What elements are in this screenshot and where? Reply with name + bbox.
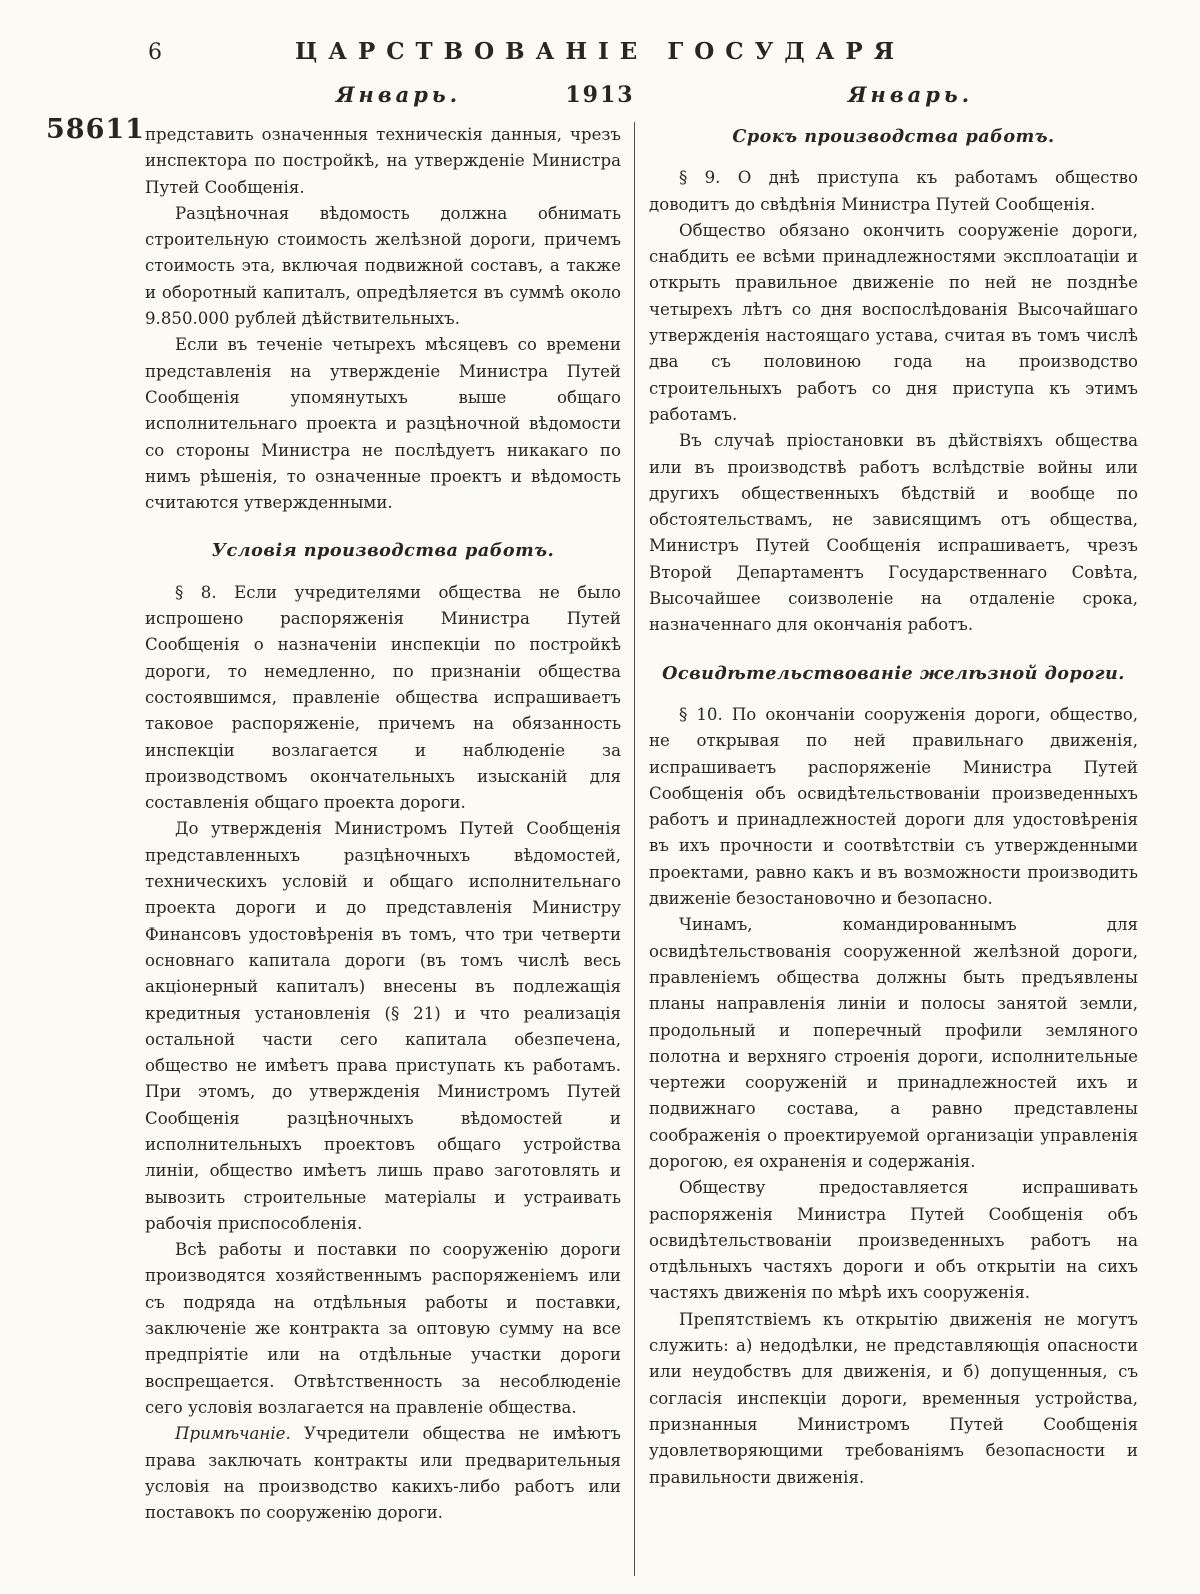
- month-label-left: Январь.: [336, 82, 462, 107]
- paragraph-section-10: § 10. По окончаніи сооруженія дороги, общество, не открывая по ней правильнаго движенія, испрашиваетъ распоряженіе Министра Путей Сообщенія объ освидѣтельствованіи произведенныхъ работъ и принадлежностей дороги для удостовѣренія въ ихъ прочности и соотвѣтствіи съ утвержденными проектами, равно какъ и въ возможности производить движеніе безостановочно и безопасно.: [649, 704, 1138, 909]
- paragraph: Въ случаѣ пріостановки въ дѣйствіяхъ общества или въ производствѣ работъ вслѣдствіе войны или другихъ общественныхъ бѣдствій и вообще по обстоятельствамъ, не зависящимъ отъ общества, Министръ Путей Сообщенія испрашиваетъ, чрезъ Второй Департаментъ Государственнаго Совѣта, Высочайшее соизволеніе на отдаленіе срока, назначеннаго для окончанія работъ.: [649, 431, 1138, 635]
- text-columns: [145, 122, 1138, 1576]
- paragraph-section-8: § 8. Если учредителями общества не было испрошено распоряженія Министра Путей Сообщенія о назначеніи инспекціи по постройкѣ дороги, то немедленно, по признаніи общества состоявшимся, правленіе общества испрашиваетъ таковое распоряженіе, причемъ на обязанность инспекціи возлагается и наблюденіе за производствомъ окончательныхъ изысканій для составленія общаго проекта дороги.: [145, 582, 621, 813]
- left-column: [145, 122, 621, 1576]
- paragraph: Общество обязано окончить сооруженіе дороги, снабдить ее всѣми принадлежностями эксплоатаціи и открыть правильное движеніе по ней не позднѣе четырехъ лѣтъ со дня воспослѣдованія Высочайшаго утвержденія настоящаго устава, считая въ томъ числѣ два съ половиною года на производство строительныхъ работъ со дня приступа къ этимъ работамъ.: [649, 220, 1138, 424]
- paragraph: Разцѣночная вѣдомость должна обнимать строительную стоимость желѣзной дороги, причемъ стоимость эта, включая подвижной составъ, а также и оборотный капиталъ, опредѣляется въ суммѣ около 9.850.000 рублей дѣйствительныхъ.: [145, 203, 621, 329]
- paragraph: Препятствіемъ къ открытію движенія не могутъ служить: а) недодѣлки, не представляющія опасности или неудобствъ для движенія, и б) допущенныя, съ согласія инспекціи дороги, временныя устройства, признанныя Министромъ Путей Сообщенія удовлетворяющими требованіямъ безопасности и правильности движенія.: [649, 1309, 1138, 1487]
- section-heading: Срокъ производства работъ.: [732, 126, 1055, 147]
- page-number: 6: [148, 40, 162, 65]
- paragraph: До утвержденія Министромъ Путей Сообщенія представленныхъ разцѣночныхъ вѣдомостей, техническихъ условій и общаго исполнительнаго проекта дороги и до представленія Министру Финансовъ удостовѣренія въ томъ, что три четверти основнаго капитала дороги (въ томъ числѣ весь акціонерный капиталъ) внесены въ подлежащія кредитныя установленія (§ 21) и что реализація остальной части сего капитала обезпечена, общество не имѣетъ права приступать къ работамъ. При этомъ, до утвержденія Министромъ Путей Сообщенія разцѣночныхъ вѣдомостей и исполнительныхъ проектовъ общаго устройства линіи, общество имѣетъ лишь право заготовлять и вывозить строительные матеріалы и устраивать рабочія приспособленія.: [145, 819, 621, 1233]
- paragraph: Если въ теченіе четырехъ мѣсяцевъ со времени представленія на утвержденіе Министра Путей Сообщенія упомянутыхъ выше общаго исполнительнаго проекта и разцѣночной вѣдомости со стороны Министра не послѣдуетъ никакаго по нимъ рѣшенія, то означенные проектъ и вѣдомость считаются утвержденными.: [145, 335, 621, 513]
- note-text: Учредители общества не имѣютъ права заключать контракты или предварительныя условія на производство какихъ-либо работъ или поставокъ по сооруженію дороги.: [145, 1424, 621, 1523]
- act-number: 58611: [46, 114, 145, 145]
- section-heading: Освидѣтельствованіе желѣзной дороги.: [662, 662, 1125, 684]
- subheader-row: [0, 82, 1200, 114]
- paragraph: представить означенныя техническія данныя, чрезъ инспектора по постройкѣ, на утвержденіе Министра Путей Сообщенія.: [145, 125, 621, 197]
- note-lead-word: Примѣчаніе.: [175, 1424, 291, 1444]
- paragraph: Всѣ работы и поставки по сооруженію дороги производятся хозяйственнымъ распоряженіемъ или съ подряда на отдѣльныя работы и поставки, заключеніе же контракта за оптовую сумму на все предпріятіе или на отдѣльные участки дороги воспрещается. Отвѣтственность за несоблюденіе сего условія возлагается на правленіе общества.: [145, 1240, 621, 1417]
- paragraph-section-9: § 9. О днѣ приступа къ работамъ общество доводитъ до свѣдѣнія Министра Путей Сообщенія.: [649, 168, 1138, 214]
- right-column: [649, 122, 1138, 1576]
- year-label: 1913: [565, 82, 635, 108]
- paragraph: Обществу предоставляется испрашивать распоряженія Министра Путей Сообщенія объ освидѣтельствованіи произведенныхъ работъ на отдѣльныхъ частяхъ дороги и объ открытіи на сихъ частяхъ движенія по мѣрѣ ихъ сооруженія.: [649, 1178, 1138, 1303]
- running-title: ЦАРСТВОВАНІЕ ГОСУДАРЯ: [295, 38, 905, 65]
- column-divider-rule: [634, 122, 635, 1576]
- month-label-right: Январь.: [848, 82, 974, 107]
- paragraph: Чинамъ, командированнымъ для освидѣтельствованія сооруженной желѣзной дороги, правленіемъ общества должны быть предъявлены планы направленія линіи и полосы занятой земли, продольный и поперечный профили земляного полотна и верхняго строенія дороги, исполнительные чертежи сооруженій и принадлежностей ихъ и подвижнаго состава, а равно представлены соображенія о проектируемой организаціи управленія дорогою, ея охраненія и содержанія.: [649, 915, 1138, 1171]
- paragraph-note: [145, 1421, 621, 1526]
- section-heading: Условія производства работъ.: [211, 540, 555, 562]
